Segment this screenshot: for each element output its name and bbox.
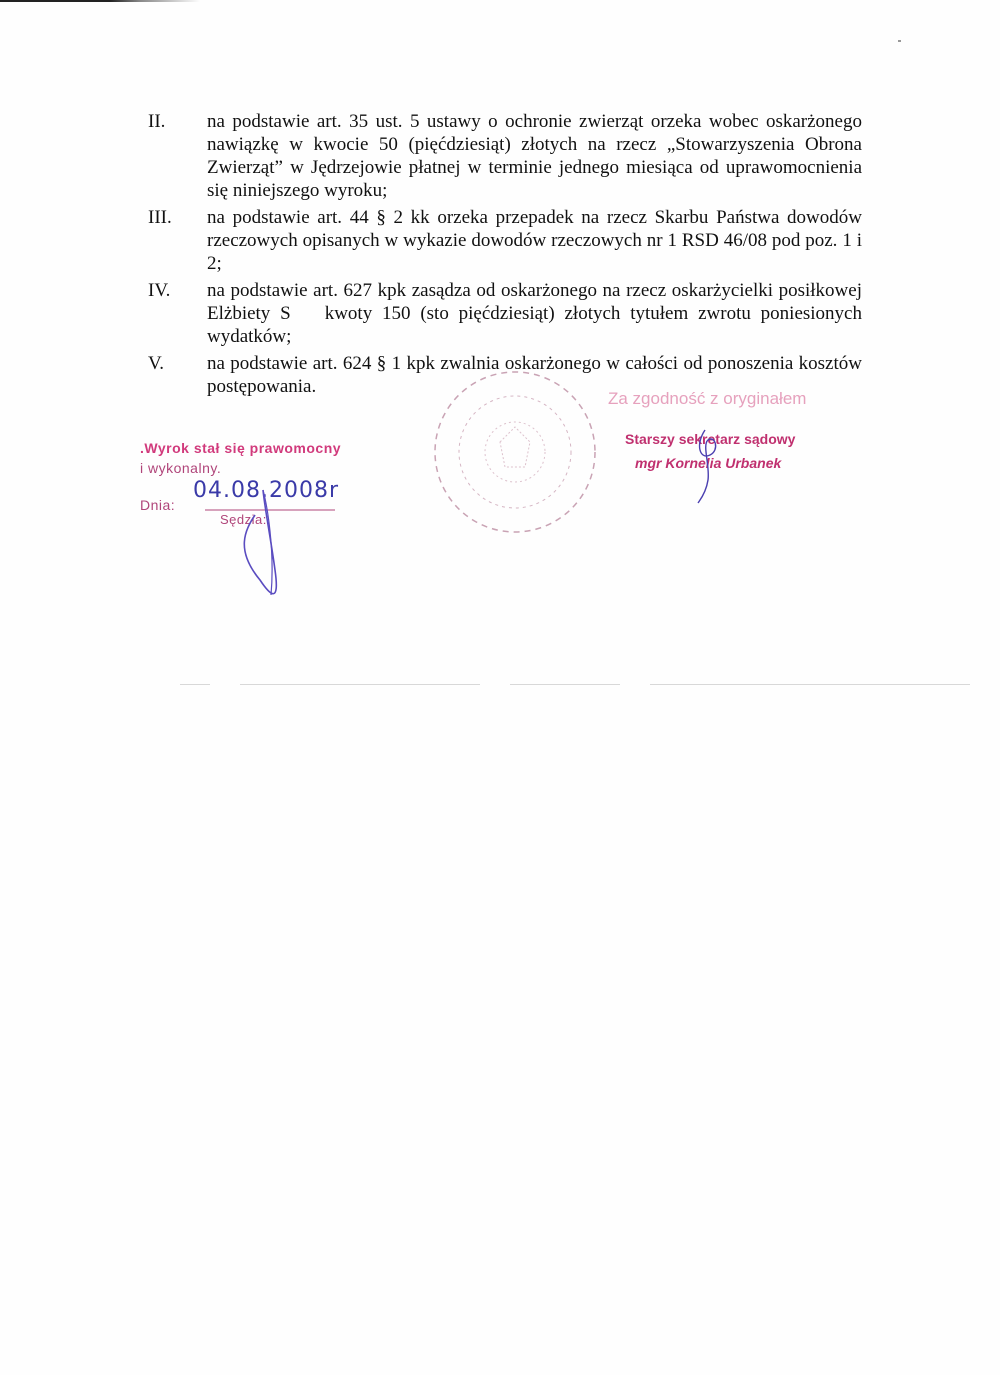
finality-stamp-judge-label: Sędzia: — [220, 512, 267, 527]
judge-signature — [205, 470, 335, 600]
verdict-list — [148, 110, 862, 402]
verdict-text-before-redaction: na podstawie art. 627 kpk zasądza od oskarżonego na rzecz oskarżycielki posiłkowej Elżbiety S — [207, 280, 862, 324]
finality-stamp-date-label: Dnia: — [140, 497, 176, 513]
verdict-text: na podstawie art. 624 § 1 kpk zwalnia oskarżonego w całości od ponoszenia kosztów postępowania. — [207, 353, 862, 397]
court-seal — [420, 362, 610, 542]
verdict-text-after-redaction: kwoty 150 (sto pięćdziesiąt) złotych tytułem zwrotu poniesionych wydatków; — [207, 303, 862, 347]
scan-artifact-line — [180, 684, 970, 686]
verdict-text — [207, 279, 862, 348]
verdict-item-iv — [148, 279, 862, 348]
finality-stamp-line2: i wykonalny. — [140, 460, 222, 476]
clerk-title: Starszy sekretarz sądowy — [625, 431, 796, 447]
verdict-item-iii — [148, 206, 862, 275]
verdict-item-ii — [148, 110, 862, 202]
clerk-signature — [680, 425, 740, 505]
scan-speck — [898, 40, 901, 42]
scan-edge-mark — [0, 0, 200, 2]
verdict-number: IV. — [148, 280, 171, 301]
verdict-number: III. — [148, 207, 172, 228]
verdict-number: V. — [148, 353, 165, 374]
verdict-number: II. — [148, 111, 166, 132]
clerk-name: mgr Kornelia Urbanek — [635, 455, 782, 471]
certification-text: Za zgodność z oryginałem — [608, 389, 807, 408]
verdict-text: na podstawie art. 44 § 2 kk orzeka przepadek na rzecz Skarbu Państwa dowodów rzeczowych opisanych w wykazie dowodów rzeczowych nr 1 RSD 46/08 pod poz. 1 i 2; — [207, 207, 862, 274]
verdict-text: na podstawie art. 35 ust. 5 ustawy o ochronie zwierząt orzeka wobec oskarżonego nawiązkę w kwocie 50 (pięćdziesiąt) złotych na rzecz „Stowarzyszenia Obrona Zwierząt” w Jędrzejowie płatnej w terminie jednego miesiąca od uprawomocnienia się niniejszego wyroku; — [207, 111, 862, 201]
handwritten-date: 04.08.2008r — [193, 478, 340, 503]
finality-stamp-line1: .Wyrok stał się prawomocny — [140, 440, 342, 456]
